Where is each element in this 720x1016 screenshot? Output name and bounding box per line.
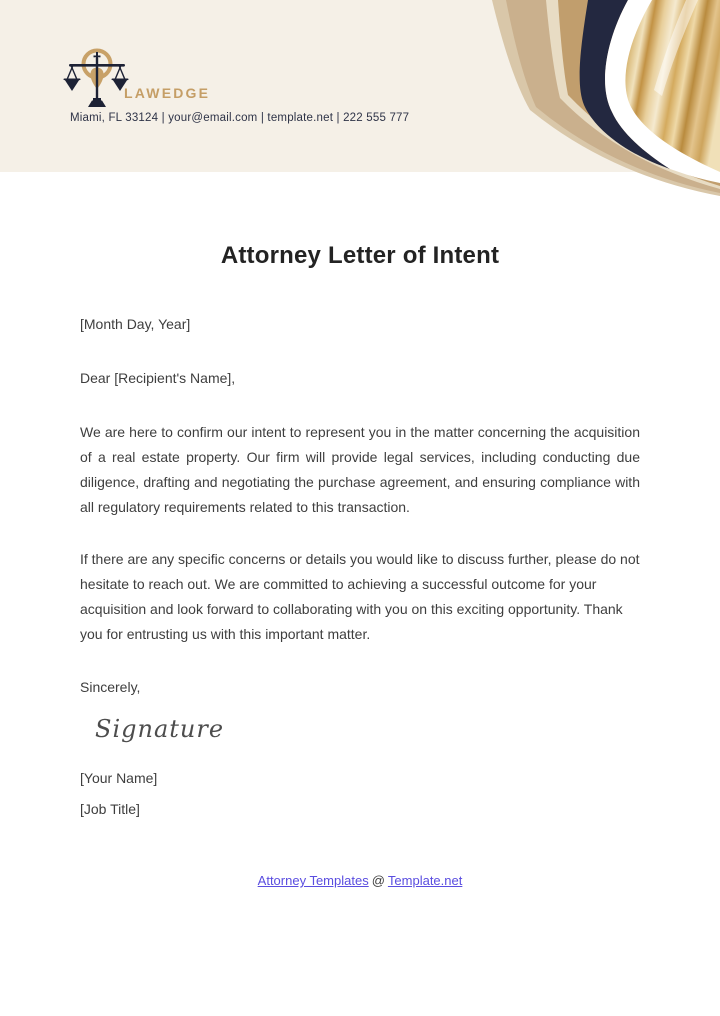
letter-paragraph: We are here to confirm our intent to represent you in the matter concerning the acquisition of a real estate property. Our firm will provide legal services, including conducting due diligence, drafting and negotiating the purchase agreement, and ensuring compliance with all regulatory requirements related to this transaction. xyxy=(80,424,640,515)
corner-decoration xyxy=(480,0,720,200)
contact-info: Miami, FL 33124 | your@email.com | template.net | 222 555 777 xyxy=(70,112,410,124)
signature-script: Signature xyxy=(95,715,225,743)
decoration-band-navy xyxy=(580,0,670,169)
date-placeholder: [Month Day, Year] xyxy=(80,316,191,332)
letterhead-header xyxy=(0,0,720,172)
decoration-band-white xyxy=(605,0,720,183)
letter-paragraph: If there are any specific concerns or details you would like to discuss further, please do not hesitate to reach out. We are committed to achieving a successful outcome for your acquisition and look forward to collaborating with you on this exciting opportunity. Thank you for entrusting us with this important matter. xyxy=(80,551,640,642)
decoration-band-cream xyxy=(546,0,720,189)
name-placeholder: [Your Name] xyxy=(80,770,158,786)
letter-body xyxy=(0,242,720,888)
brand-block xyxy=(62,48,210,110)
salutation: Dear [Recipient's Name], xyxy=(80,370,236,386)
footer-separator: @ xyxy=(371,873,385,888)
letter-title: Attorney Letter of Intent xyxy=(220,242,500,269)
template-net-link[interactable]: Template.net xyxy=(387,873,463,888)
closing: Sincerely, xyxy=(80,679,141,695)
brand-name: LAWEDGE xyxy=(124,85,211,101)
job-title-placeholder: [Job Title] xyxy=(80,801,140,817)
decoration-band-pale xyxy=(492,0,720,196)
attorney-templates-link[interactable]: Attorney Templates xyxy=(257,873,369,888)
decoration-band-beige xyxy=(506,0,720,193)
columns-photo xyxy=(625,0,720,172)
photo-highlight-streak xyxy=(654,0,698,96)
footer xyxy=(80,873,640,888)
scales-of-justice-icon xyxy=(62,48,130,110)
decoration-band-tan xyxy=(558,0,720,186)
